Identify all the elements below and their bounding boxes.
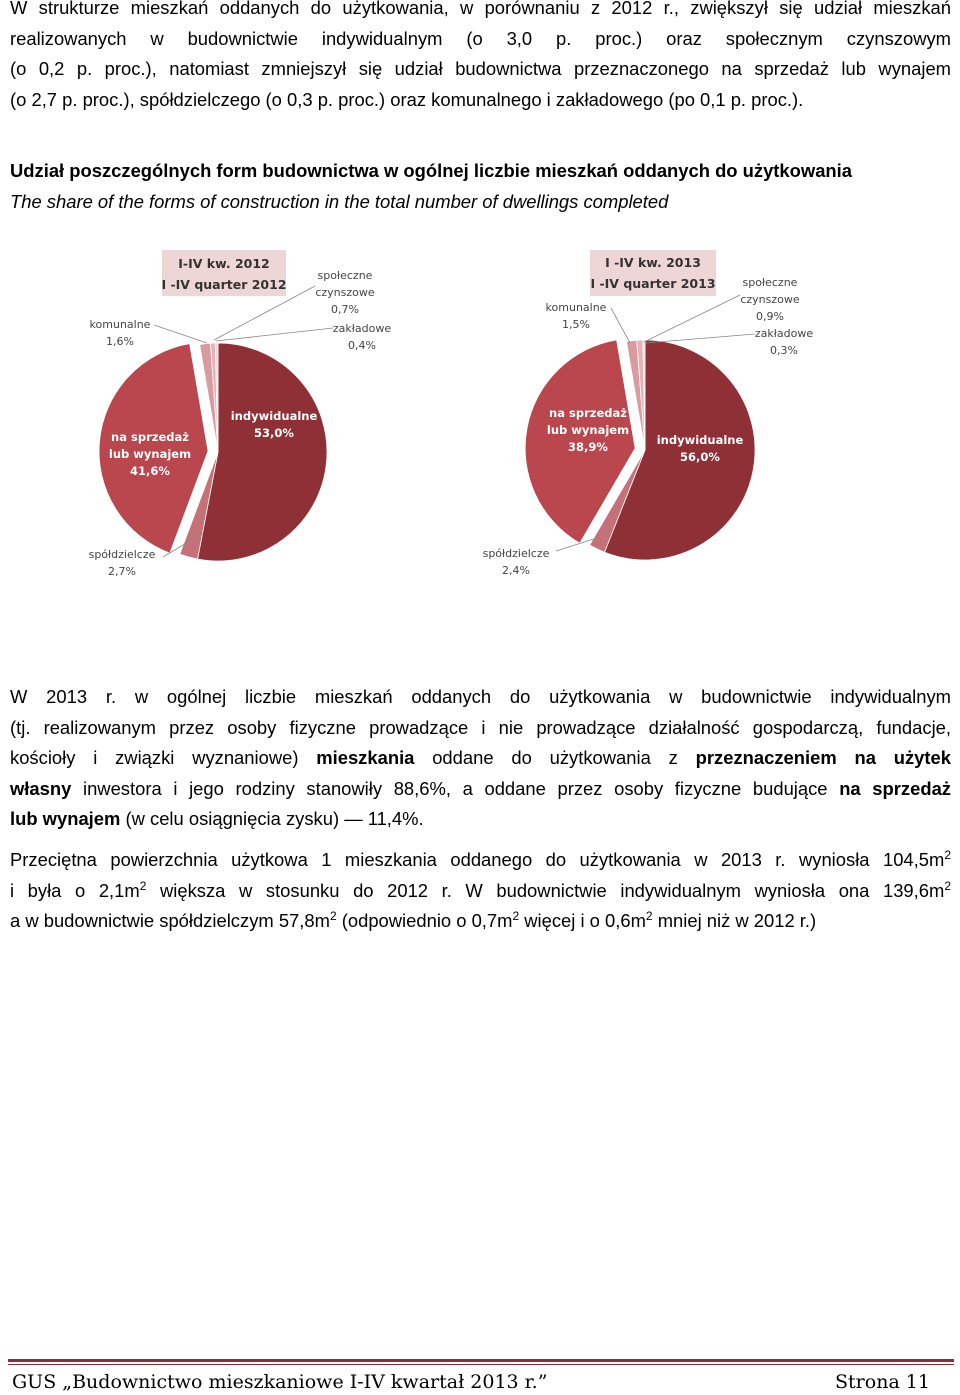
label-spoldzielcze: spółdzielcze xyxy=(482,547,550,560)
intro-line: (o 0,2 p. proc.), natomiast zmniejszył się udział budownictwa przeznaczonego na sprzedaż lub wynajem xyxy=(10,58,951,79)
value-na-sprzedaz: 41,6% xyxy=(130,464,170,478)
bold-run: lub wynajem xyxy=(10,808,121,829)
value-spoleczne: 0,9% xyxy=(756,310,784,323)
chart-subtitle: I -IV quarter 2012 xyxy=(161,277,287,292)
bold-run: mieszkania xyxy=(316,747,415,768)
label-spoleczne: społeczne xyxy=(317,269,373,282)
label-komunalne: komunalne xyxy=(545,301,607,314)
value-spoldzielcze: 2,4% xyxy=(502,564,530,577)
text-line xyxy=(10,774,951,805)
superscript: 2 xyxy=(944,878,952,893)
value-komunalne: 1,6% xyxy=(106,335,134,348)
label-zakladowe: zakładowe xyxy=(754,327,814,340)
label-indywidualne: indywidualne xyxy=(656,433,744,447)
figure-subtitle: The share of the forms of construction in the total number of dwellings completed xyxy=(10,191,669,212)
text-run: Przeciętna powierzchnia użytkowa 1 mieszkania oddanego do użytkowania w 2013 r. wyniosła 104,5m xyxy=(10,849,945,870)
pie-slices xyxy=(525,340,755,560)
figure-title: Udział poszczególnych form budownictwa w ogólnej liczbie mieszkań oddanych do użytkowania xyxy=(10,160,853,181)
text-line: (tj. realizowanym przez osoby fizyczne prowadzące i nie prowadzące działalność gospodarczą, fundacje, xyxy=(10,716,951,738)
superscript: 2 xyxy=(329,909,337,923)
pie-chart-2012 xyxy=(89,250,392,578)
value-spoleczne: 0,7% xyxy=(331,303,359,316)
pie-chart-2013 xyxy=(483,250,814,577)
page-number: Strona 11 xyxy=(835,1371,930,1393)
chart-title: I -IV kw. 2013 xyxy=(605,255,701,270)
chart-title: I-IV kw. 2012 xyxy=(178,256,270,271)
value-na-sprzedaz: 38,9% xyxy=(568,440,608,454)
intro-line: realizowanych w budownictwie indywidualnym (o 3,0 p. proc.) oraz społecznym czynszowym xyxy=(10,27,951,49)
text-run: i była o 2,1m xyxy=(10,879,140,901)
value-spoldzielcze: 2,7% xyxy=(108,565,136,578)
text-line xyxy=(10,804,951,835)
text-line xyxy=(10,845,951,876)
text-line xyxy=(10,743,951,774)
superscript: 2 xyxy=(139,878,147,893)
superscript: 2 xyxy=(512,909,520,923)
label-lub-wynajem: lub wynajem xyxy=(546,423,630,437)
leader-line xyxy=(611,308,630,343)
text-line xyxy=(10,906,951,937)
text-line xyxy=(10,876,951,907)
leader-line xyxy=(646,334,755,343)
text-run: a w budownictwie spółdzielczym 57,8m xyxy=(10,910,330,931)
footer-rule xyxy=(8,1359,954,1362)
superscript: 2 xyxy=(944,848,951,862)
label-komunalne: komunalne xyxy=(89,318,151,331)
text-run: kościoły i związki wyznaniowe) xyxy=(10,747,317,768)
leader-line xyxy=(154,325,207,343)
pie-charts xyxy=(0,240,960,590)
value-indywidualne: 56,0% xyxy=(680,450,720,464)
value-zakladowe: 0,3% xyxy=(770,344,798,357)
text-run: inwestora i jego rodziny stanowiły 88,6%, a oddane przez osoby fizyczne budujące xyxy=(71,777,840,799)
label-spoldzielcze: spółdzielcze xyxy=(88,548,156,561)
intro-paragraph xyxy=(10,0,951,115)
footer-title: GUS „Budownictwo mieszkaniowe I-IV kwartał 2013 r.” xyxy=(12,1371,548,1393)
label-czynszowe: czynszowe xyxy=(740,293,800,306)
text-run: (w celu osiągnięcia zysku) — 11,4%. xyxy=(120,808,424,829)
text-run: większa w stosunku do 2012 r. W budownictwie indywidualnym wyniosła ona 139,6m xyxy=(146,879,945,901)
label-czynszowe: czynszowe xyxy=(315,286,375,299)
chart-subtitle: I -IV quarter 2013 xyxy=(590,276,716,291)
value-indywidualne: 53,0% xyxy=(254,426,294,440)
bold-run: własny xyxy=(10,777,72,799)
label-na-sprzedaz: na sprzedaż xyxy=(549,406,627,420)
page-footer xyxy=(12,1371,930,1393)
label-spoleczne: społeczne xyxy=(742,276,798,289)
value-komunalne: 1,5% xyxy=(562,318,590,331)
bold-run: na sprzedaż xyxy=(839,777,951,799)
paragraph-3 xyxy=(10,845,951,937)
intro-line: W strukturze mieszkań oddanych do użytkowania, w porównaniu z 2012 r., zwiększył się udział mieszkań xyxy=(10,0,951,18)
value-zakladowe: 0,4% xyxy=(348,339,376,352)
label-na-sprzedaz: na sprzedaż xyxy=(111,430,189,444)
text-run: mniej niż w 2012 r.) xyxy=(652,910,817,931)
footer-rule-thin xyxy=(8,1364,954,1365)
bold-run: przeznaczeniem na użytek xyxy=(695,747,951,768)
paragraph-2 xyxy=(10,682,951,835)
leader-line xyxy=(644,295,740,342)
text-run: więcej i o 0,6m xyxy=(519,910,646,931)
text-run: oddane do użytkowania z xyxy=(414,747,696,768)
text-run: (odpowiednio o 0,7m xyxy=(336,910,513,931)
text-line: W 2013 r. w ogólnej liczbie mieszkań oddanych do użytkowania w budownictwie indywidualnym xyxy=(10,686,951,707)
superscript: 2 xyxy=(645,909,653,923)
intro-line: (o 2,7 p. proc.), spółdzielczego (o 0,3 p. proc.) oraz komunalnego i zakładowego (po 0,1 p. proc.). xyxy=(10,88,804,110)
label-lub-wynajem: lub wynajem xyxy=(108,447,192,461)
label-indywidualne: indywidualne xyxy=(230,409,318,423)
label-zakladowe: zakładowe xyxy=(332,322,392,335)
